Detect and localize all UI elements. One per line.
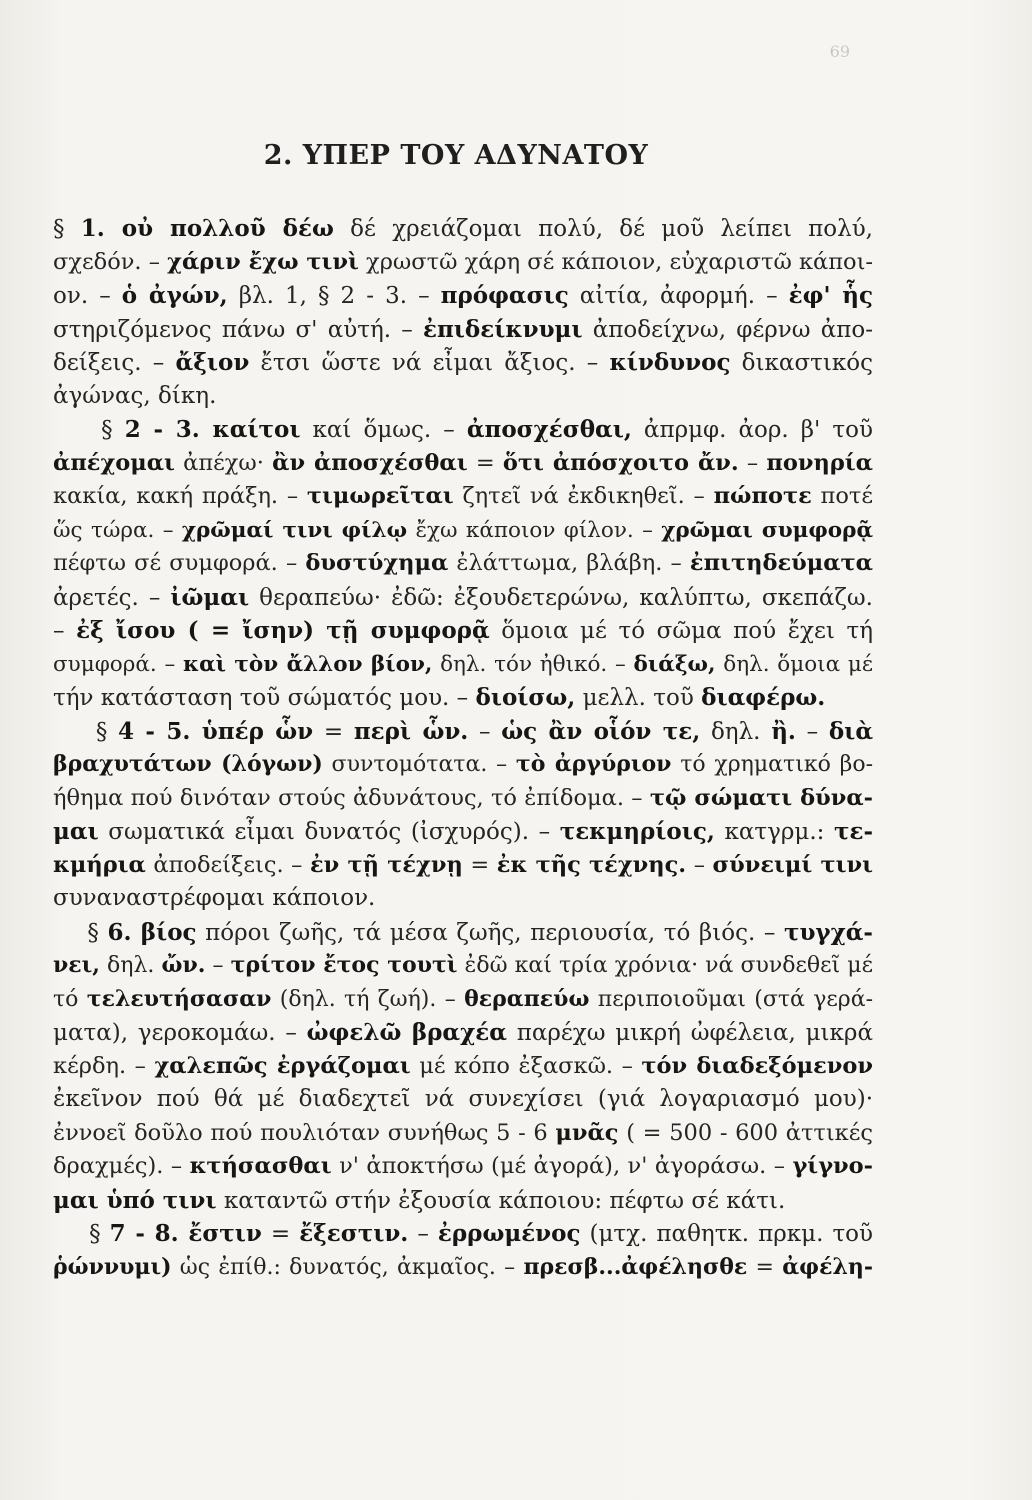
gloss-text: τήν κατάσταση τοῦ σώματός μου. – (53, 685, 476, 711)
text-line (53, 1217, 873, 1251)
gloss-text: κατγρμ.: (714, 819, 834, 845)
headword: διὰ (828, 717, 873, 745)
headword: ἐξ ἴσου ( = ἴσην) τῇ συμφορᾷ (76, 617, 490, 644)
headword: διοίσω, (475, 684, 576, 711)
headword: ἀφέλη- (782, 1253, 873, 1280)
text-line (53, 916, 873, 950)
headword: τῷ σώματι δύνα- (649, 784, 873, 811)
gloss-text: δέ χρειάζομαι πολύ, δέ μοῦ λείπει πολύ, (333, 216, 873, 242)
text-line (53, 648, 873, 682)
gloss-text: ἐλάττωμα, βλάβη. – (448, 550, 690, 576)
text-line (53, 246, 873, 280)
gloss-text: στηριζόμενος πάνω σ' αὐτή. – (53, 316, 423, 343)
headword: ἐκ τῆς τέχνης. (496, 851, 687, 878)
gloss-text: (μτχ. παθητκ. πρκμ. τοῦ (580, 1221, 873, 1247)
headword: χάριν ἔχω τινὶ (167, 248, 359, 275)
gloss-text: = (313, 718, 354, 745)
gloss-text: ἀγώνας, δίκη. (53, 382, 217, 409)
gloss-text: § (53, 216, 81, 242)
gloss-text: σωματικά εἶμαι δυνατός (ἰσχυρός). – (98, 819, 560, 845)
headword: ὡς ἂν οἷόν τε, (501, 717, 701, 745)
gloss-text: – (205, 953, 231, 978)
gloss-text: – (468, 718, 502, 745)
gloss-text: (δηλ. τή ζωή). – (271, 986, 465, 1012)
gloss-text: ὥς τώρα. – (53, 517, 182, 543)
gloss-text: = (467, 449, 503, 476)
text-line (53, 1184, 873, 1218)
gloss-text: δείξεις. – (53, 350, 176, 376)
text-line (53, 715, 873, 749)
gloss-text: δηλ. ὅμοια μέ (715, 651, 873, 677)
gloss-text: ον. – (53, 283, 122, 309)
commentary-body (53, 212, 873, 1284)
headword: περὶ ὧν. (353, 717, 469, 745)
headword: 2 - 3. καίτοι (124, 416, 301, 443)
gloss-text: κακία, κακή πράξη. – (53, 483, 307, 509)
text-line (53, 1050, 873, 1084)
gloss-text: ἀποδείχνω, φέρνω ἀπο- (582, 316, 873, 343)
headword: πρεσβ...ἀφέλησθε (523, 1253, 748, 1280)
gloss-text: θεραπεύω· ἐδῶ: ἐξουδετερώνω, καλύπτω, σκεπάζω. (249, 584, 873, 611)
text-line (53, 581, 873, 615)
text-line (53, 480, 873, 514)
headword: ἄξιον (175, 349, 250, 376)
headword: μνᾶς (555, 1119, 619, 1146)
text-line (53, 380, 873, 414)
headword: ἐφ' ἧς (788, 282, 873, 309)
headword: τελευτήσασαν (86, 985, 272, 1012)
headword: ῥώννυμι) (53, 1253, 172, 1280)
text-line (53, 1083, 873, 1117)
gloss-text: ἔτσι ὥστε νά εἶμαι ἄξιος. – (249, 350, 610, 376)
headword: τόν διαδεξόμενον (641, 1052, 873, 1079)
text-line (53, 681, 873, 715)
gloss-text: συμφορά. – (53, 651, 183, 677)
headword: ἂν ἀποσχέσθαι (272, 449, 468, 476)
headword: ἐρρωμένος (437, 1220, 581, 1247)
gloss-text: = (747, 1254, 783, 1280)
gloss-text: παρέχω μικρή ὠφέλεια, μικρά (506, 1020, 873, 1046)
gloss-text: περιποιοῦμαι (στά γερά- (589, 986, 873, 1012)
page-number: 69 (829, 42, 850, 61)
headword: τυγχά- (783, 918, 873, 946)
headword: χρῶμαι συμφορᾷ (661, 517, 873, 543)
gloss-text: ὡς ἐπίθ.: δυνατός, ἀκμαῖος. – (171, 1254, 524, 1280)
headword: χαλεπῶς ἐργάζομαι (154, 1052, 411, 1079)
gloss-text: ἐκεῖνον πού θά μέ διαδεχτεῖ νά συνεχίσει (γιά λογαριασμό μου)· (53, 1086, 873, 1112)
headword: ὅτι ἀπόσχοιτο ἄν. (502, 449, 739, 476)
gloss-text: § (53, 919, 108, 946)
headword: τιμωρεῖται (306, 483, 454, 509)
headword: ἐπιτηδεύματα (689, 550, 873, 576)
headword: ὠφελῶ βραχέα (306, 1019, 507, 1046)
headword: βραχυτάτων (λόγων) (53, 751, 323, 777)
headword: τεκμηρίοις, (559, 818, 715, 845)
gloss-text: ἀπρμφ. ἀορ. β' τοῦ (631, 417, 873, 443)
headword: δυστύχημα (305, 550, 449, 576)
text-line (53, 614, 873, 648)
gloss-text: – (738, 449, 767, 476)
text-line (53, 514, 873, 548)
gloss-text: = (261, 1221, 300, 1247)
gloss-text: ἀποδείξεις. – (145, 851, 310, 878)
headword: διαφέρω. (701, 684, 826, 711)
gloss-text: καταντῶ στήν ἐξουσία κάποιου: πέφτω σέ κάτι. (216, 1187, 786, 1214)
headword: πονηρία (766, 449, 873, 476)
gloss-text: ήθημα πού δινόταν στούς ἀδυνάτους, τό ἐπίδομα. – (53, 784, 650, 811)
gloss-text: δηλ. (99, 953, 162, 978)
gloss-text: δηλ. τόν ἠθικό. – (432, 651, 634, 677)
headword: γίγνο- (792, 1153, 873, 1179)
headword: ἐπιδείκνυμι (422, 315, 583, 343)
gloss-text: μελλ. τοῦ (575, 685, 702, 711)
gloss-text: = (462, 851, 497, 878)
text-line (53, 212, 873, 246)
headword: σύνειμί τινι (712, 851, 873, 878)
headword: κτήσασθαι (189, 1153, 332, 1179)
headword: 6. βίος (107, 918, 197, 946)
gloss-text: κέρδη. – (53, 1052, 155, 1079)
headword: 4 - 5. ὑπέρ ὧν (118, 717, 314, 745)
headword: ἢ. (771, 717, 796, 745)
text-line (53, 313, 873, 347)
text-line (53, 279, 873, 313)
text-line (53, 849, 873, 883)
gloss-text: ἐδῶ καί τρία χρόνια· νά συνδεθεῖ μέ (457, 953, 873, 978)
text-line (53, 949, 873, 983)
headword: ἀποσχέσθαι, (466, 416, 632, 443)
headword: ὁ ἀγών, (121, 282, 228, 309)
text-line (53, 782, 873, 816)
headword: νει, (53, 952, 100, 978)
headword: ἰῶμαι (170, 583, 250, 611)
gloss-text: § (53, 417, 125, 443)
text-line (53, 1251, 873, 1285)
headword: χρῶμαί τινι φίλῳ (181, 517, 408, 543)
text-line (53, 1150, 873, 1184)
gloss-text: ἐννοεῖ δοῦλο πού πουλιόταν συνήθως 5 - 6 (53, 1119, 556, 1146)
headword: κμήρια (53, 851, 146, 878)
gloss-text: αἰτία, ἀφορμή. – (568, 283, 789, 309)
gloss-text: § (53, 718, 119, 745)
gloss-text: § (53, 1221, 110, 1247)
gloss-text: πέφτω σέ συμφορά. – (53, 550, 306, 576)
gloss-text: δηλ. (700, 718, 772, 745)
gloss-text: – (53, 618, 77, 644)
gloss-text: ( = 500 - 600 ἀττικές (618, 1119, 873, 1146)
headword: πρόφασις (440, 282, 569, 309)
gloss-text: ματα), γεροκομάω. – (53, 1020, 307, 1046)
gloss-text: ἀρετές. – (53, 584, 171, 611)
headword: ἐν τῇ τέχνῃ (309, 851, 463, 878)
gloss-text: ποτέ (811, 483, 873, 509)
gloss-text: σχεδόν. – (53, 248, 168, 275)
chapter-title: 2. ΥΠΕΡ ΤΟΥ ΑΔΥΝΑΤΟΥ (263, 140, 649, 171)
gloss-text: ν' ἀποκτήσω (μέ ἀγορά), ν' ἀγοράσω. – (331, 1153, 793, 1179)
text-line (53, 748, 873, 782)
headword: τε- (834, 818, 873, 845)
headword: τρίτον ἔτος τουτὶ (230, 952, 458, 978)
gloss-text: μέ κόπο ἐξασκῶ. – (410, 1052, 642, 1079)
gloss-text: – (408, 1221, 438, 1247)
gloss-text: συναναστρέφομαι κάποιον. (53, 885, 376, 911)
text-line (53, 346, 873, 380)
headword: ἀπέχομαι (53, 449, 175, 476)
gloss-text: συντομότατα. – (322, 752, 516, 777)
gloss-text: τό χρηματικό βο- (671, 752, 873, 777)
text-line (53, 882, 873, 916)
gloss-text: ἔχω κάποιον φίλον. – (407, 517, 662, 543)
gloss-text: δραχμές). – (53, 1153, 190, 1179)
gloss-text: – (795, 718, 829, 745)
gloss-text: καί ὅμως. – (300, 417, 467, 443)
headword: καὶ τὸν ἄλλον βίον, (182, 651, 433, 677)
gloss-text: πόροι ζωῆς, τά μέσα ζωῆς, περιουσία, τό βιός. – (196, 919, 784, 946)
text-line (53, 1016, 873, 1050)
gloss-text: τό (53, 986, 87, 1012)
gloss-text: βλ. 1, § 2 - 3. – (227, 283, 441, 309)
headword: θεραπεύω (464, 985, 590, 1012)
headword: μαι ὑπό τινι (53, 1186, 217, 1214)
headword: ἔξεστιν. (299, 1220, 409, 1247)
text-line (53, 983, 873, 1017)
text-line (53, 413, 873, 447)
headword: ὤν. (161, 952, 206, 978)
headword: τὸ ἀργύριον (515, 751, 672, 777)
headword: 7 - 8. ἔστιν (109, 1220, 262, 1247)
gloss-text: ὅμοια μέ τό σῶμα πού ἔχει τή (489, 618, 873, 644)
headword: πώποτε (713, 483, 812, 509)
text-line (53, 547, 873, 581)
headword: μαι (53, 818, 99, 845)
text-line (53, 1117, 873, 1151)
gloss-text: χρωστῶ χάρη σέ κάποιον, εὐχαριστῶ κάποι- (358, 248, 873, 275)
gloss-text: – (686, 851, 713, 878)
headword: 1. οὐ πολλοῦ δέω (80, 215, 334, 242)
headword: διάξω, (633, 651, 716, 677)
text-line (53, 815, 873, 849)
gloss-text: ζητεῖ νά ἐκδικηθεῖ. – (453, 483, 714, 509)
headword: κίνδυνος (609, 349, 731, 376)
gloss-text: ἀπέχω· (174, 449, 273, 476)
gloss-text: δικαστικός (730, 350, 873, 376)
text-line (53, 447, 873, 481)
